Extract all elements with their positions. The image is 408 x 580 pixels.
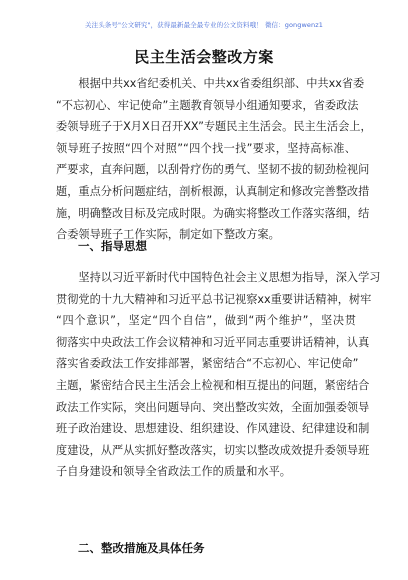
header-banner: 关注头条号"公文研究"，获得最新最全最专业的公文资料哦！ 微信：gongwenz1	[85, 21, 323, 29]
paragraph-line: “四个意识”，坚定“四个自信”，做到“两个维护”，坚决贯	[56, 314, 356, 328]
paragraph-line: 度建设，从严从实抓好整改落实，切实以整改成效提升委领导班	[56, 443, 370, 457]
paragraph-line: 根据中共xx省纪委机关、中共xx省委组织部、中共xx省委	[56, 77, 365, 90]
paragraph-line: 施，明确整改目标及完成时限。为确实将整改工作落实落细，结	[56, 206, 370, 220]
paragraph-line: 主题，紧密结合民主生活会上检视和相互提出的问题，紧密结合	[56, 378, 370, 392]
page-title: 民主生活会整改方案	[134, 48, 274, 66]
paragraph-line: 贯彻党的十九大精神和习近平总书记视察xx重要讲话精神，树牢	[56, 292, 372, 306]
intro-paragraph	[56, 73, 372, 246]
paragraph-line: 政法工作实际，突出问题导向、突出整改实效，全面加强委领导	[56, 400, 370, 414]
paragraph-line: 彻落实中央政法工作会议精神和习近平同志重要讲话精神，认真	[56, 335, 370, 349]
paragraph-line: 严要求，直奔问题，以刮骨疗伤的勇气、坚韧不拔的韧劲检视问	[56, 163, 370, 177]
guiding-ideology-paragraph	[56, 267, 381, 483]
paragraph-line: 子自身建设和领导全省政法工作的质量和水平。	[56, 465, 291, 479]
paragraph-line: 坚持以习近平新时代中国特色社会主义思想为指导，深入学习	[56, 271, 381, 284]
paragraph-line: “不忘初心、牢记使命”主题教育领导小组通知要求，省委政法	[56, 98, 359, 112]
paragraph-line: 合委领导班子工作实际，制定如下整改方案。	[56, 228, 280, 242]
paragraph-line: 委领导班子于X月X日召开XX”专题民主生活会。民主生活会上，	[56, 120, 372, 134]
section-heading-guiding-ideology: 一、指导思想	[78, 239, 147, 253]
paragraph-line: 班子政治建设、思想建设、组织建设、作风建设、纪律建设和制	[56, 422, 370, 436]
section-heading-measures: 二、整改措施及具体任务	[78, 541, 205, 555]
paragraph-line: 领导班子按照“四个对照”“四个找一找”要求，坚持高标准、	[56, 141, 356, 155]
paragraph-line: 落实省委政法工作安排部署，紧密结合“不忘初心、牢记使命”	[56, 357, 359, 371]
paragraph-line: 题，重点分析问题症结，剖析根源，认真制定和修改完善整改措	[56, 184, 370, 198]
